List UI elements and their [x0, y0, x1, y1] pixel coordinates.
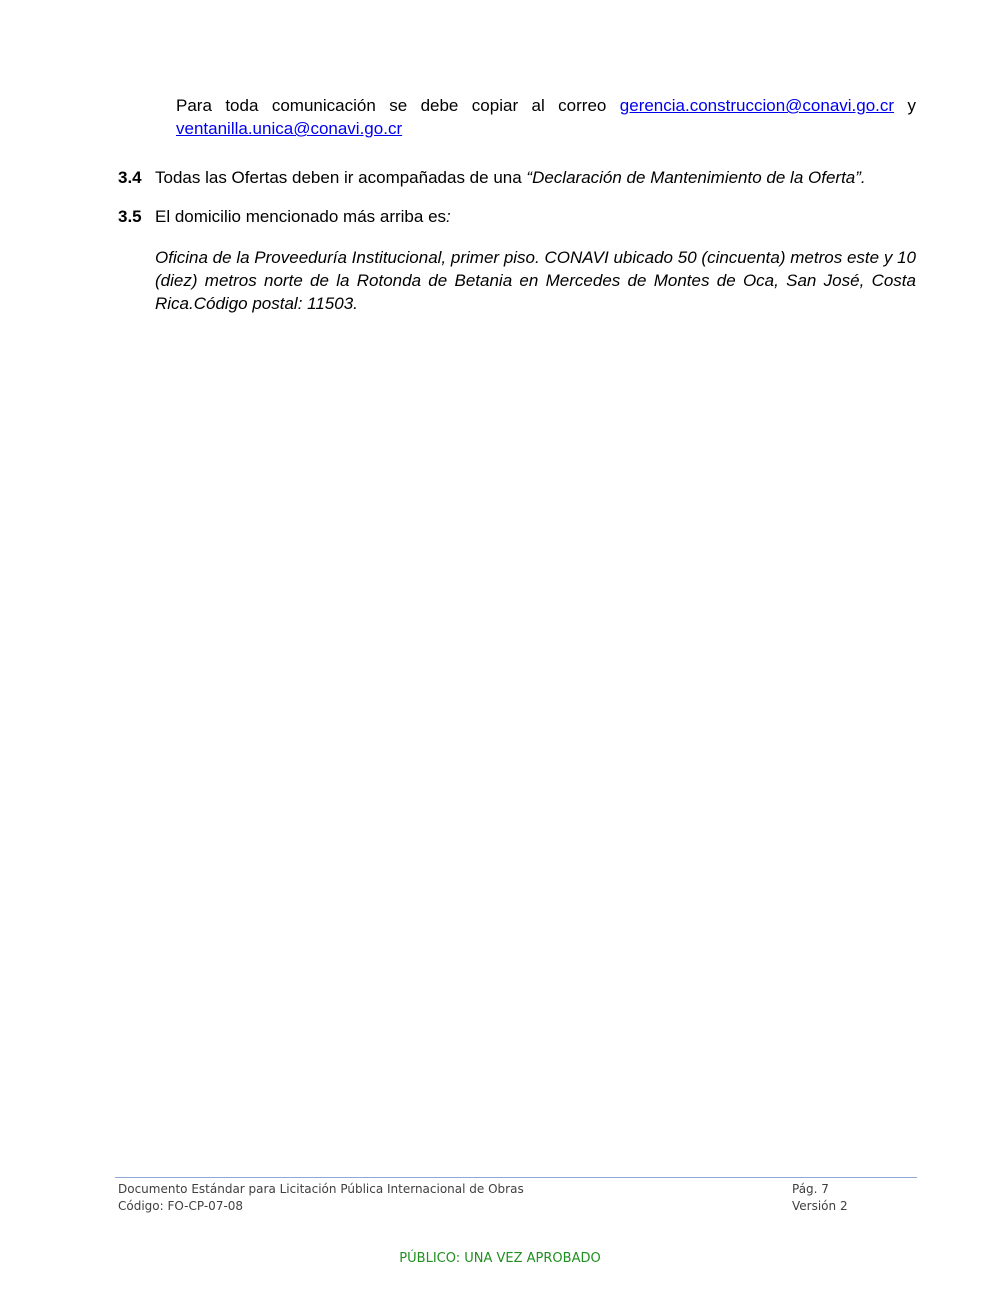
footer-divider	[115, 1177, 917, 1178]
item-3-4	[118, 166, 918, 189]
item-italic-text: “Declaración de Mantenimiento de la Oferta”.	[526, 168, 866, 187]
item-number: 3.5	[118, 207, 142, 226]
footer-right	[792, 1181, 912, 1215]
address-paragraph	[155, 246, 916, 315]
contact-paragraph	[176, 94, 916, 140]
footer-code: Código: FO-CP-07-08	[118, 1199, 244, 1213]
contact-connector: y	[894, 96, 916, 115]
item-text: El domicilio mencionado más arriba es	[155, 207, 447, 226]
footer-left	[118, 1181, 718, 1215]
contact-text: Para toda comunicación se debe copiar al correo	[176, 96, 620, 115]
item-colon: :	[446, 207, 451, 226]
footer-version: Versión 2	[792, 1199, 848, 1213]
address-text: Oficina de la Proveeduría Institucional, primer piso. CONAVI ubicado 50 (cincuenta) metros este y 10 (diez) metros norte de la Rotonda de Betania en Mercedes de Montes de Oca, San José, Costa Rica.Código postal: 11503.	[155, 248, 916, 313]
footer-doc-title: Documento Estándar para Licitación Pública Internacional de Obras	[118, 1182, 524, 1196]
classification-label: PÚBLICO: UNA VEZ APROBADO	[399, 1251, 601, 1266]
email-link-gerencia[interactable]: gerencia.construccion@conavi.go.cr	[619, 96, 895, 115]
footer-page-number: Pág. 7	[792, 1182, 829, 1196]
item-number: 3.4	[118, 168, 142, 187]
item-text: Todas las Ofertas deben ir acompañadas de una	[155, 168, 527, 187]
item-3-5	[118, 205, 918, 228]
email-link-ventanilla[interactable]: ventanilla.unica@conavi.go.cr	[176, 119, 403, 138]
